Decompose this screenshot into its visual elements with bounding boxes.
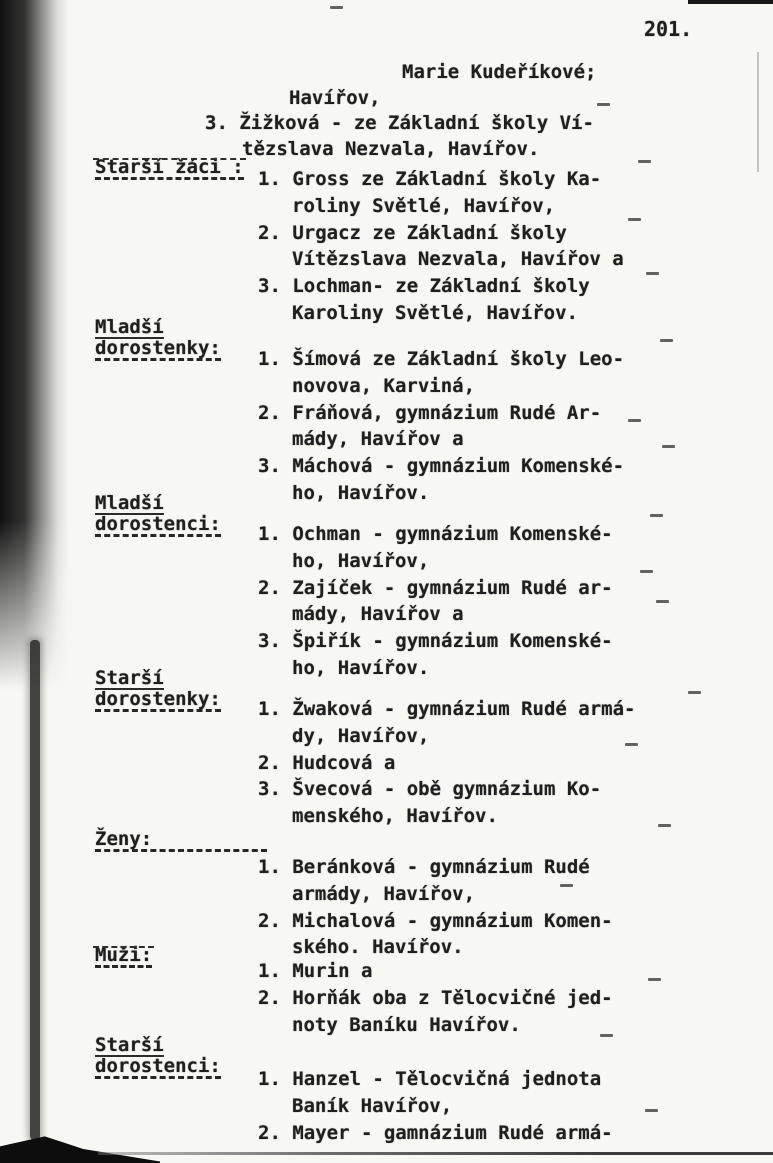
list-item-line: roliny Světlé, Havířov,	[292, 194, 556, 217]
list-item-line: noty Baníku Havířov.	[292, 1013, 521, 1036]
section-label-row	[95, 515, 221, 537]
list-item	[258, 985, 613, 1039]
section-label	[95, 494, 221, 537]
header-line: Marie Kudeříkové;	[402, 61, 597, 83]
section-items	[258, 854, 613, 961]
section-label-text: Starší	[95, 1034, 164, 1056]
list-item	[258, 1066, 613, 1120]
page-bottom-rule	[98, 1152, 773, 1155]
list-item-line: 1. Beránková - gymnázium Rudé	[258, 856, 590, 878]
scan-artifact-dash	[628, 419, 641, 422]
scan-artifact-dash	[658, 824, 671, 827]
section-label-row	[95, 318, 221, 339]
list-item-line: 1. Žwaková - gymnázium Rudé armá-	[258, 698, 636, 720]
list-item	[258, 1120, 613, 1147]
list-item-line: 1. Gross ze Základní školy Ka-	[258, 168, 602, 190]
section-items	[258, 166, 624, 327]
section-label-row	[95, 690, 221, 712]
section-label	[95, 318, 221, 361]
scan-artifact-dash	[650, 514, 663, 517]
list-item	[258, 166, 624, 220]
section-label-row	[95, 158, 244, 180]
list-item	[258, 521, 613, 575]
scan-right-edge-line	[757, 52, 759, 172]
list-item-line: 2. Horňák oba z Tělocvičné jed-	[258, 986, 613, 1009]
section-label	[95, 1036, 221, 1079]
list-item-line: dy, Havířov,	[292, 724, 430, 747]
scan-artifact-dash	[656, 600, 669, 603]
section-label-text: Starší žáci :	[95, 156, 244, 178]
section-items	[258, 346, 624, 507]
section-label	[95, 830, 267, 852]
section-label-row	[95, 494, 221, 515]
list-item	[258, 750, 636, 777]
list-item-line: Karoliny Světlé, Havířov.	[292, 301, 578, 324]
list-item-line: 2. Zajíček - gymnázium Rudé ar-	[258, 576, 613, 599]
list-item-line: Vítězslava Nezvala, Havířov a	[292, 248, 624, 271]
list-item	[258, 400, 624, 454]
list-item-line: 2. Michalová - gymnázium Komen-	[258, 909, 613, 932]
scan-artifact-dash	[597, 103, 610, 106]
list-item-line: mády, Havířov a	[292, 603, 464, 626]
section-label-text: Muži:	[95, 944, 153, 966]
section-label-text: dorostenky:	[95, 337, 221, 359]
list-item	[258, 854, 613, 908]
scan-artifact-dash	[330, 6, 343, 9]
scan-top-edge-line	[688, 0, 773, 4]
list-item-line: 3. Švecová - obě gymnázium Ko-	[258, 778, 602, 801]
page-number: 201.	[644, 17, 693, 41]
header-line: 3. Žižková - ze Základní školy Ví-	[205, 112, 594, 134]
scan-artifact-dash	[648, 978, 661, 981]
list-item-line: 3. Máchová - gymnázium Komenské-	[258, 455, 625, 478]
scan-artifact-dash	[638, 160, 651, 163]
section-label-row	[95, 1057, 221, 1079]
list-item-line: 2. Urgacz ze Základní školy	[258, 221, 567, 244]
list-item-line: ho, Havířov.	[292, 481, 430, 504]
scan-artifact-dash	[628, 218, 641, 221]
list-item-line: mády, Havířov a	[292, 428, 464, 451]
scan-artifact-dash	[662, 445, 675, 448]
list-item	[258, 453, 624, 507]
scan-spine-stripe	[30, 640, 40, 1140]
list-item	[258, 346, 624, 400]
list-item	[258, 628, 613, 682]
section-label-text: dorostenci:	[95, 1055, 221, 1077]
list-item-line: 2. Fráňová, gymnázium Rudé Ar-	[258, 401, 602, 424]
section-items	[258, 958, 613, 1038]
list-item-line: 1. Ochman - gymnázium Komenské-	[258, 523, 613, 545]
list-item-line: Baník Havířov,	[292, 1094, 453, 1117]
list-item-line: 3. Špiřík - gymnázium Komenské-	[258, 630, 613, 653]
section-label-text: dorostenky:	[95, 688, 221, 710]
section-label	[95, 946, 152, 968]
list-item-line: 1. Murin a	[258, 960, 373, 982]
scan-artifact-dash	[645, 1109, 658, 1112]
section-items	[258, 1066, 613, 1146]
section-label-text: dorostenci:	[95, 513, 221, 535]
list-item	[258, 273, 624, 327]
list-item-line: menského, Havířov.	[292, 805, 498, 828]
list-item	[258, 220, 624, 274]
header-line: tězslava Nezvala, Havířov.	[242, 138, 540, 160]
scan-artifact-dash	[688, 691, 701, 694]
section-label-row	[95, 946, 152, 968]
list-item	[258, 696, 636, 750]
list-item-line: 1. Hanzel - Tělocvičná jednota	[258, 1068, 602, 1090]
section-label-text: Mladší	[95, 492, 164, 514]
list-item-line: armády, Havířov,	[292, 882, 476, 905]
header-line: Havířov,	[289, 87, 381, 109]
section-label-text: Ženy:	[95, 830, 267, 852]
section-items	[258, 521, 613, 682]
section-label-row	[95, 1036, 221, 1057]
scan-spine-shadow-fade	[0, 520, 80, 720]
section-label-row	[95, 669, 221, 690]
list-item	[258, 776, 636, 830]
list-item-line: ského. Havířov.	[292, 936, 464, 959]
list-item-line: 3. Lochman- ze Základní školy	[258, 275, 590, 298]
scan-corner-shadow	[0, 1126, 160, 1163]
section-items	[258, 696, 636, 830]
list-item-line: novova, Karviná,	[292, 374, 476, 397]
list-item-line: ho, Havířov.	[292, 656, 430, 679]
list-item	[258, 575, 613, 629]
list-item	[258, 908, 613, 962]
list-item-line: 2. Mayer - gamnázium Rudé armá-	[258, 1121, 613, 1144]
scan-artifact-dash	[660, 339, 673, 342]
list-item	[258, 958, 613, 985]
section-label	[95, 158, 244, 180]
section-label-row	[95, 339, 221, 361]
section-label-row	[95, 830, 267, 852]
section-label-text: Starší	[95, 667, 164, 689]
section-label	[95, 669, 221, 712]
scan-artifact-dash	[640, 570, 653, 573]
section-label-text: Mladší	[95, 316, 164, 338]
list-item-line: 1. Šímová ze Základní školy Leo-	[258, 348, 625, 370]
scan-artifact-dash	[646, 272, 659, 275]
list-item-line: ho, Havířov,	[292, 549, 430, 572]
list-item-line: 2. Hudcová a	[258, 751, 396, 774]
